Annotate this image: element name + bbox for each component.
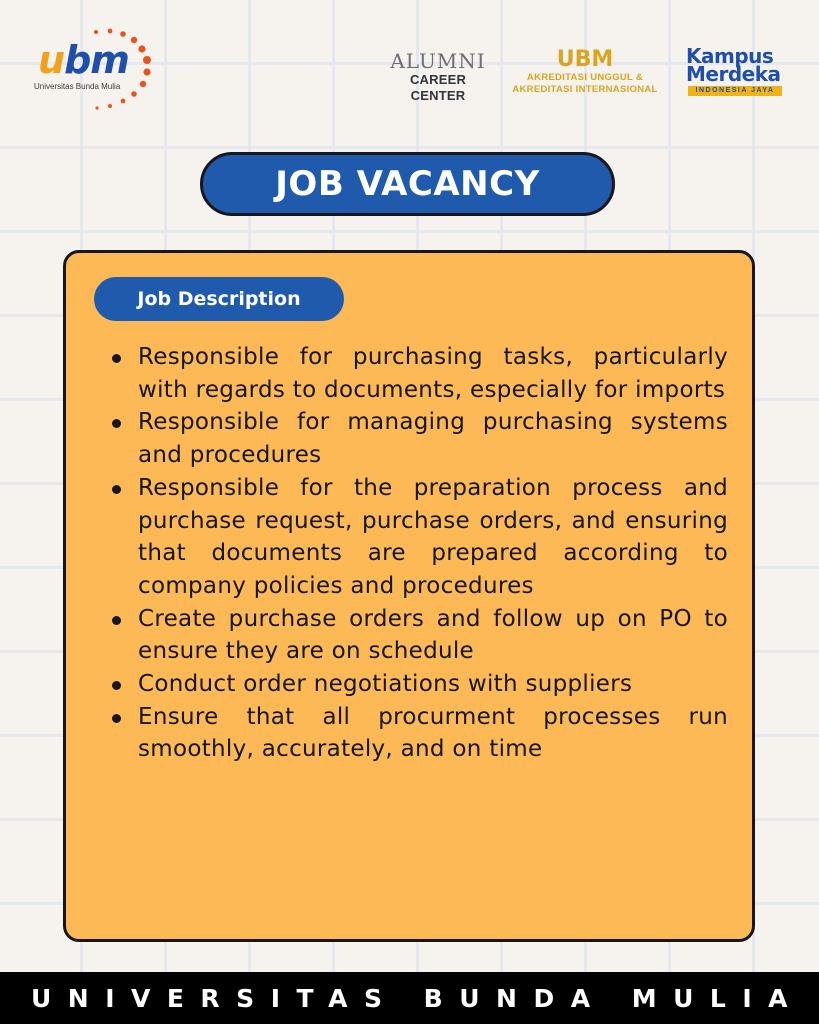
list-item xyxy=(106,701,728,766)
akreditasi-logo xyxy=(500,48,670,100)
job-description-card xyxy=(63,250,755,942)
footer-university-name: UNIVERSITAS BUNDA MULIA xyxy=(0,972,819,1024)
duty-text: Responsible for the preparation process and purchase request, purchase orders, and ensuring that documents are prepared according to company policies and procedures xyxy=(138,474,728,599)
bullet-icon xyxy=(112,714,121,723)
merdeka-word: Merdeka xyxy=(686,62,781,86)
list-item xyxy=(106,406,728,471)
indonesia-jaya-band: INDONESIA JAYA xyxy=(688,86,782,96)
alumni-word: ALUMNI xyxy=(390,49,486,73)
bullet-icon xyxy=(112,485,121,494)
kampus-word: Kampus xyxy=(686,44,774,68)
alumni-career-center-logo xyxy=(388,49,488,103)
bullet-icon xyxy=(112,616,121,625)
duty-text: Create purchase orders and follow up on PO to ensure they are on schedule xyxy=(138,605,728,665)
bullet-icon xyxy=(112,354,121,363)
akreditasi-line-1: AKREDITASI UNGGUL & xyxy=(526,72,644,83)
duties-list xyxy=(106,341,728,766)
bullet-icon xyxy=(112,681,121,690)
list-item xyxy=(106,603,728,668)
ubm-logo xyxy=(30,26,160,116)
list-item xyxy=(106,341,728,406)
duty-text: Responsible for purchasing tasks, particularly with regards to documents, especially for imports xyxy=(138,344,728,403)
list-item xyxy=(106,668,728,701)
duty-text: Conduct order negotiations with suppliers xyxy=(138,671,633,698)
job-vacancy-title: JOB VACANCY xyxy=(200,152,615,216)
akreditasi-line-2: AKREDITASI INTERNASIONAL xyxy=(512,84,658,95)
job-description-label: Job Description xyxy=(94,277,344,321)
duty-text: Ensure that all procurment processes run smoothly, accurately, and on time xyxy=(138,703,728,763)
ubm-subtitle: Universitas Bunda Mulia xyxy=(34,82,121,91)
list-item xyxy=(106,472,728,603)
ubm-wordmark: ubm xyxy=(38,38,129,82)
career-center-word: CAREER CENTER xyxy=(409,72,467,103)
akreditasi-brand: UBM xyxy=(556,47,614,72)
kampus-merdeka-logo xyxy=(684,44,794,104)
bullet-icon xyxy=(112,419,121,428)
duty-text: Responsible for managing purchasing systems and procedures xyxy=(138,409,728,469)
